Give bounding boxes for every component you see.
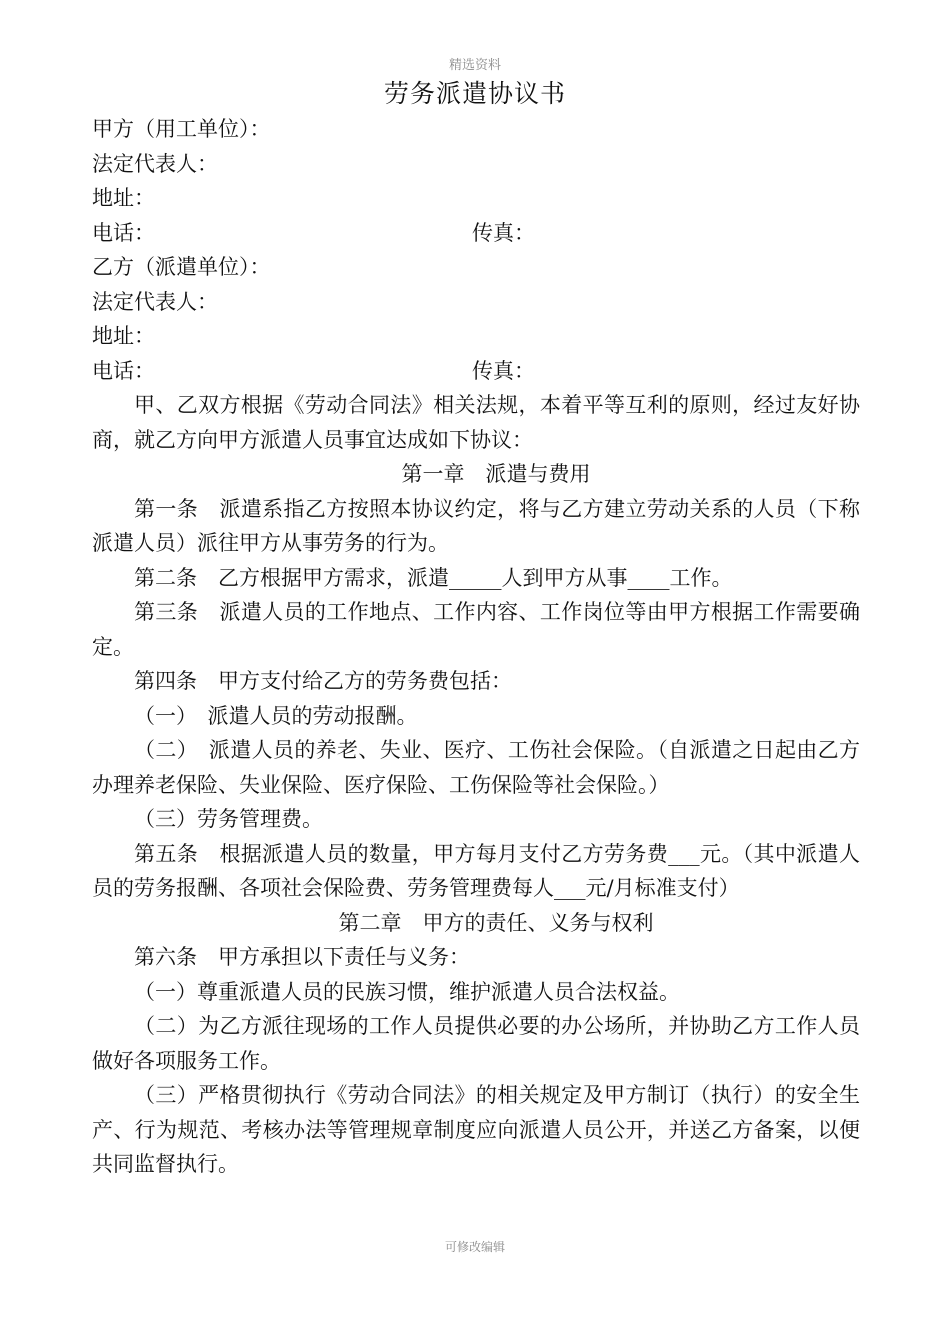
article-3: 第三条 派遣人员的工作地点、工作内容、工作岗位等由甲方根据工作需要确定。 <box>92 600 860 659</box>
chapter-2-heading: 第二章 甲方的责任、义务与权利 <box>338 910 654 935</box>
article-6-item-3: （三）严格贯彻执行《劳动合同法》的相关规定及甲方制订（执行）的安全生产、行为规范、考核办法等管理规章制度应向派遣人员公开，并送乙方备案，以便共同监督执行。 <box>92 1083 860 1176</box>
preamble-paragraph: 甲、乙双方根据《劳动合同法》相关法规，本着平等互利的原则，经过友好协商，就乙方向甲方派遣人员事宜达成如下协议： <box>92 393 860 452</box>
document-title: 劳务派遣协议书 <box>383 79 566 108</box>
article-2: 第二条 乙方根据甲方需求，派遣_____人到甲方从事____工作。 <box>134 565 733 590</box>
header-note: 精选资料 <box>448 58 501 73</box>
party-a-fax-label: 传真： <box>472 220 535 245</box>
article-6-item-2: （二）为乙方派往现场的工作人员提供必要的办公场所，并协助乙方工作人员做好各项服务工作。 <box>92 1014 860 1073</box>
article-6: 第六条 甲方承担以下责任与义务： <box>134 945 470 969</box>
article-1: 第一条 派遣系指乙方按照本协议约定，将与乙方建立劳动关系的人员（下称派遣人员）派往甲方从事劳务的行为。 <box>92 496 860 555</box>
party-b-rep-label: 法定代表人： <box>92 289 218 314</box>
party-b-name-label: 乙方（派遣单位）： <box>92 255 271 279</box>
article-4-item-1: （一） 派遣人员的劳动报酬。 <box>134 703 418 728</box>
article-4-item-2: （二） 派遣人员的养老、失业、医疗、工伤社会保险。（自派遣之日起由乙方办理养老保险、失业保险、医疗保险、工伤保险等社会保险。） <box>92 738 860 797</box>
party-a-address-label: 地址： <box>92 186 155 210</box>
party-a-name-label: 甲方（用工单位）： <box>92 117 271 141</box>
article-6-item-1: （一）尊重派遣人员的民族习惯，维护派遣人员合法权益。 <box>134 979 680 1004</box>
footer-note: 可修改编辑 <box>444 1240 505 1254</box>
article-4: 第四条 甲方支付给乙方的劳务费包括： <box>134 669 512 693</box>
party-b-fax-label: 传真： <box>472 358 535 383</box>
party-b-contact-row <box>92 354 860 389</box>
article-4-item-3: （三）劳务管理费。 <box>134 807 323 831</box>
article-5: 第五条 根据派遣人员的数量，甲方每月支付乙方劳务费___元。（其中派遣人员的劳务报酬、各项社会保险费、劳务管理费每人___元/月标准支付） <box>92 841 860 900</box>
party-b-address-label: 地址： <box>92 324 155 348</box>
party-a-phone-label: 电话： <box>92 220 155 245</box>
party-b-phone-label: 电话： <box>92 358 155 383</box>
party-a-contact-row <box>92 216 860 251</box>
party-a-rep-label: 法定代表人： <box>92 151 218 176</box>
chapter-1-heading: 第一章 派遣与费用 <box>401 462 591 486</box>
document-body <box>92 112 860 1182</box>
